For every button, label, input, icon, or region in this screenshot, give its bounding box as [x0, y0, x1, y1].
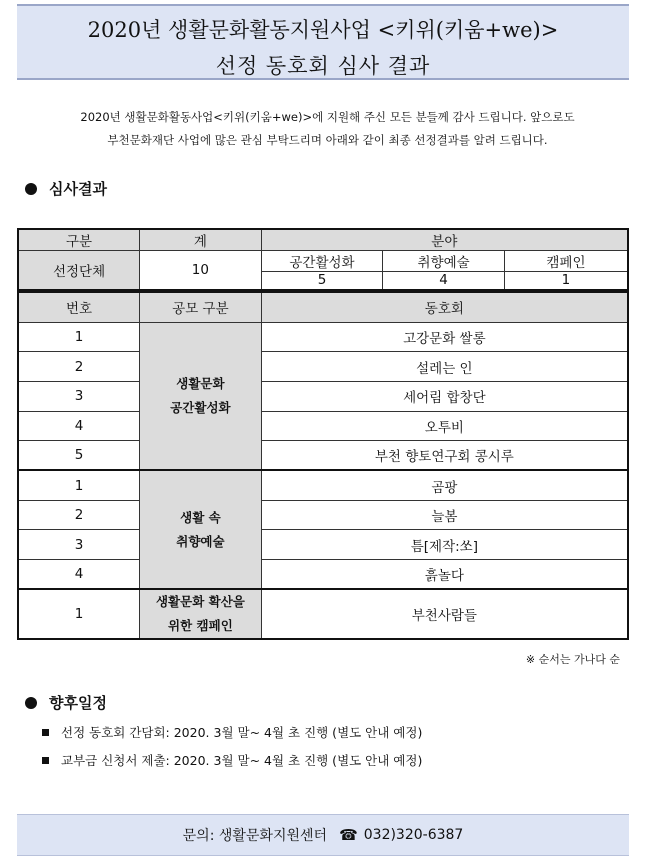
contact-label: 문의: 생활문화지원센터 [182, 828, 328, 844]
header-type: 공모 구분 [140, 292, 262, 322]
category-line: 공간활성화 [170, 399, 231, 415]
contact-footer [17, 814, 629, 856]
section-heading-results [25, 178, 107, 199]
category-line: 생활문화 확산을 [155, 594, 245, 610]
club-name: 곰팡 [261, 470, 628, 500]
field-name: 공간활성화 [261, 251, 383, 272]
row-number: 4 [18, 411, 140, 441]
header-total: 계 [140, 229, 262, 251]
club-name: 부천사람들 [261, 589, 628, 639]
field-count: 5 [261, 272, 383, 290]
schedule-text: 교부금 신청서 제출: 2020. 3월 말~ 4월 초 진행 (별도 안내 예정) [61, 753, 423, 768]
row-number: 1 [18, 322, 140, 352]
club-name: 흙놀다 [261, 560, 628, 590]
title-line-2: 선정 동호회 심사 결과 [215, 54, 431, 78]
intro-line-2: 부천문화재단 사업에 많은 관심 부탁드리며 아래와 같이 최종 선정결과를 알려 드립니다. [107, 133, 548, 147]
category-line: 생활 속 [180, 509, 221, 525]
club-name: 오투비 [261, 411, 628, 441]
category-line: 취향예술 [176, 533, 225, 549]
row-number: 2 [18, 352, 140, 382]
schedule-item [42, 751, 422, 769]
field-count: 1 [504, 272, 628, 290]
row-number: 2 [18, 500, 140, 530]
club-name: 틈[제작:쏘] [261, 530, 628, 560]
intro-line-1: 2020년 생활문화활동사업<키위(키움+we)>에 지원해 주신 모든 분들께 감사 드립니다. 앞으로도 [80, 110, 575, 124]
schedule-item [42, 723, 422, 741]
telephone-icon: ☎ [339, 826, 358, 844]
row-number: 4 [18, 560, 140, 590]
section-title: 심사결과 [49, 180, 107, 198]
category-cell [140, 589, 262, 639]
header-number: 번호 [18, 292, 140, 322]
title-banner [17, 4, 629, 80]
clubs-table [17, 291, 629, 640]
club-name: 늘봄 [261, 500, 628, 530]
category-line: 위한 캠페인 [168, 618, 233, 634]
category-cell [140, 322, 262, 470]
square-bullet-icon [42, 757, 49, 764]
square-bullet-icon [42, 729, 49, 736]
category-cell [140, 470, 262, 589]
club-name: 설레는 인 [261, 352, 628, 382]
bullet-icon [25, 697, 37, 709]
header-category: 구분 [18, 229, 140, 251]
field-name: 캠페인 [504, 251, 628, 272]
sort-note: ※ 순서는 가나다 순 [525, 653, 620, 666]
club-name: 고강문화 쌀롱 [261, 322, 628, 352]
row-number: 5 [18, 441, 140, 471]
field-name: 취향예술 [383, 251, 505, 272]
row-number: 1 [18, 589, 140, 639]
row-number: 3 [18, 381, 140, 411]
header-field: 분야 [261, 229, 628, 251]
category-line: 생활문화 [176, 375, 225, 391]
bullet-icon [25, 183, 37, 195]
summary-table [17, 228, 629, 291]
header-club: 동호회 [261, 292, 628, 322]
schedule-text: 선정 동호회 간담회: 2020. 3월 말~ 4월 초 진행 (별도 안내 예정) [61, 725, 423, 740]
title-line-1: 2020년 생활문화활동지원사업 <키위(키움+we)> [87, 18, 559, 42]
section-heading-schedule [25, 692, 107, 713]
row-number: 3 [18, 530, 140, 560]
row-label: 선정단체 [18, 251, 140, 290]
total-count: 10 [140, 251, 262, 290]
section-title: 향후일정 [49, 694, 107, 712]
contact-phone: 032)320-6387 [363, 827, 464, 843]
field-count: 4 [383, 272, 505, 290]
club-name: 부천 향토연구회 콩시루 [261, 441, 628, 471]
club-name: 세어림 합창단 [261, 381, 628, 411]
row-number: 1 [18, 470, 140, 500]
